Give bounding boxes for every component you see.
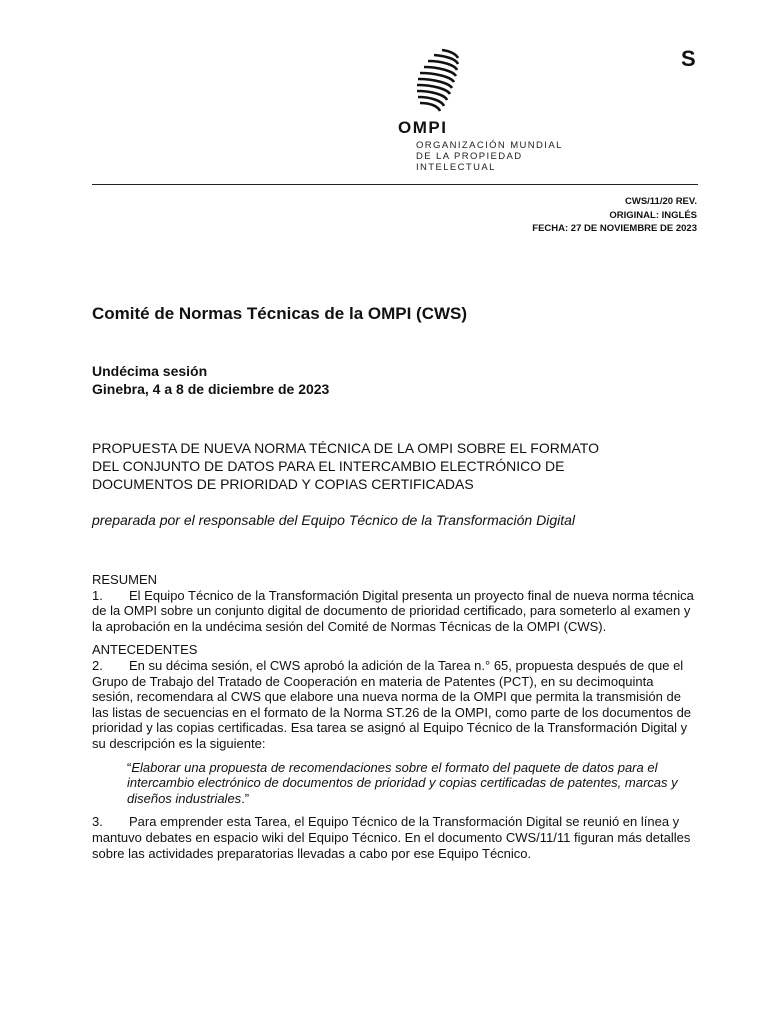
paragraph-3 <box>92 814 698 861</box>
session-name: Undécima sesión <box>92 363 208 379</box>
proposal-title <box>92 439 702 493</box>
paragraph-text: En su décima sesión, el CWS aprobó la adición de la Tarea n.° 65, propuesta después de que el Grupo de Trabajo del Tratado de Cooperación en materia de Patentes (PCT), en su decimoquinta sesión, recomendara al CWS que elabore una nueva norma de la OMPI que permita la transmisión de las listas de secuencias en el formato de la Norma ST.26 de la OMPI, como parte de los documentos de prioridad y las copias certificadas. Esa tarea se asignó al Equipo Técnico de la Transformación Digital y su descripción es la siguiente: <box>92 657 692 751</box>
logo-acronym: OMPI <box>398 118 448 137</box>
session-info <box>92 362 329 398</box>
document-references <box>532 195 697 236</box>
document-date: FECHA: 27 DE NOVIEMBRE DE 2023 <box>532 223 697 234</box>
proposal-title-line: PROPUESTA DE NUEVA NORMA TÉCNICA DE LA OMPI SOBRE EL FORMATO <box>92 440 599 456</box>
paragraph-1 <box>92 588 698 635</box>
paragraph-number: 3. <box>92 814 103 830</box>
task-description-quote <box>127 760 697 807</box>
logo-name-line: INTELECTUAL <box>416 162 496 173</box>
language-code: S <box>681 46 696 71</box>
document-code: CWS/11/20 REV. <box>625 196 697 207</box>
paragraph-number: 1. <box>92 587 103 603</box>
quote-close-mark: .” <box>241 790 250 806</box>
session-place-date: Ginebra, 4 a 8 de diciembre de 2023 <box>92 381 330 397</box>
summary-heading: RESUMEN <box>92 572 158 587</box>
quote-open-mark: “ <box>127 759 132 775</box>
wipo-emblem-icon <box>416 46 460 116</box>
paragraph-2 <box>92 658 698 752</box>
paragraph-text: Para emprender esta Tarea, el Equipo Técnico de la Transformación Digital se reunió en línea y mantuvo debates en espacio wiki del Equipo Técnico. En el documento CWS/11/11 figuran más detalles sobre las actividades preparatorias llevadas a cabo por ese Equipo Técnico. <box>92 814 691 861</box>
ompi-logo <box>398 46 563 176</box>
logo-name-line: ORGANIZACIÓN MUNDIAL <box>416 140 563 151</box>
proposal-title-line: DOCUMENTOS DE PRIORIDAD Y COPIAS CERTIFICADAS <box>92 476 474 492</box>
quote-text: Elaborar una propuesta de recomendaciones sobre el formato del paquete de datos para el intercambio electrónico de documentos de prioridad y copias certificadas de patentes, marcas y diseños industriales <box>127 759 678 806</box>
document-body <box>92 572 698 861</box>
proposal-title-line: DEL CONJUNTO DE DATOS PARA EL INTERCAMBIO ELECTRÓNICO DE <box>92 458 565 474</box>
paragraph-text: El Equipo Técnico de la Transformación Digital presenta un proyecto final de nueva norma técnica de la OMPI sobre un conjunto digital de documento de prioridad certificado, para someterlo al examen y la aprobación en la undécima sesión del Comité de Normas Técnicas de la OMPI (CWS). <box>92 587 694 634</box>
prepared-by: preparada por el responsable del Equipo Técnico de la Transformación Digital <box>92 512 576 528</box>
paragraph-number: 2. <box>92 657 103 673</box>
logo-name-line: DE LA PROPIEDAD <box>416 151 523 162</box>
original-language: ORIGINAL: INGLÉS <box>609 209 697 221</box>
header-divider <box>92 184 698 185</box>
background-heading: ANTECEDENTES <box>92 642 198 658</box>
logo-organization-name <box>416 140 563 173</box>
committee-title: Comité de Normas Técnicas de la OMPI (CWS) <box>92 304 468 323</box>
